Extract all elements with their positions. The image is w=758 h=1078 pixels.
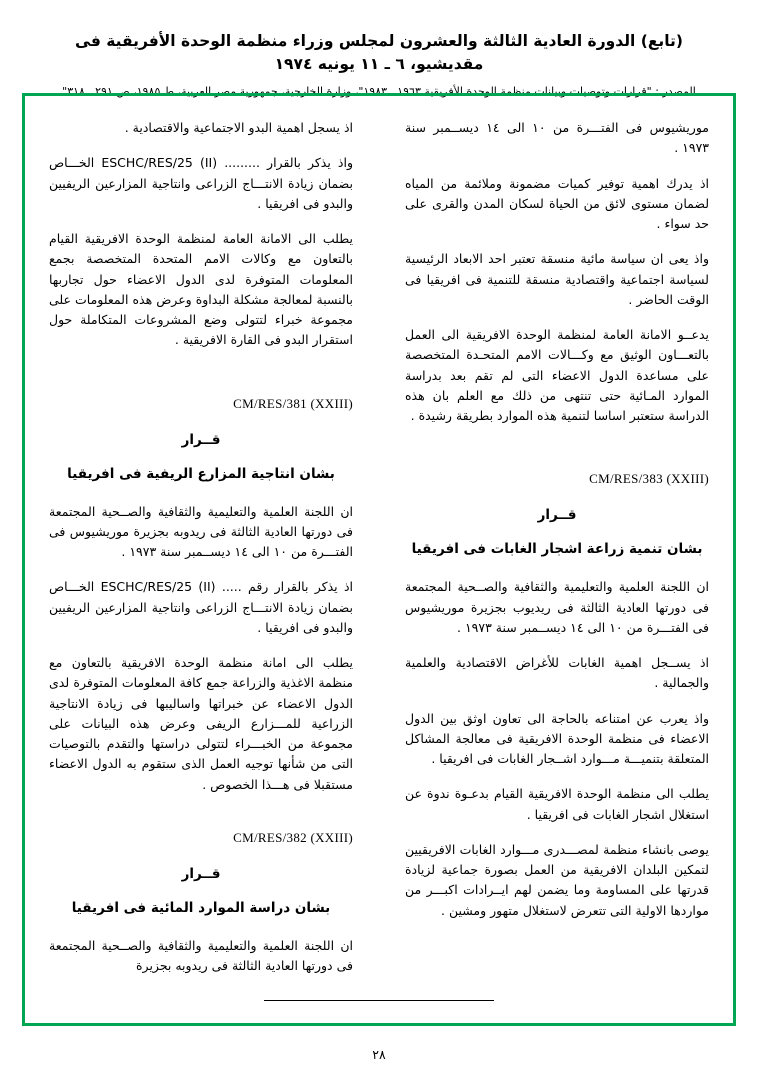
paragraph: اذ يسجل اهمية البدو الاجتماعية والاقتصادية . xyxy=(124,120,353,135)
paragraph: يوصى بانشاء منظمة لمصـــدرى مـــوارد الغابات الافريقيين لتمكين البلدان الافريقية من العمل بصورة جماعية لزيادة قدرتها على المساومة وما يضمن لهم ايــرادات اكبـــر من مواردها الاولية التى تتعرض لاستغلال متهور ومشين . xyxy=(405,841,709,918)
paragraph: يطلب الى منظمة الوحدة الافريقية القيام بدعـوة ندوة عن استغلال اشجار الغابات فى افريقيا . xyxy=(405,786,709,822)
source-note: المصدر : "قرارات وتوصيات وبيانات منظمة الوحدة الأفريقية ١٩٦٣ ـ ١٩٨٣"، وزارة الخارجية، جمهورية مصر العربية، ط ١٩٨٥، ص ٢٩١ ـ ٣١٨" xyxy=(62,84,696,98)
column-right xyxy=(379,118,709,1005)
paragraph: واذ يعى ان سياسة مائية منسقة تعتبر احد الابعاد الرئيسية لسياسة اجتماعية واقتصادية منسقة للتنمية فى افريقيا فى الوقت الحاضر . xyxy=(405,251,709,307)
resolution-title: بشان دراسة الموارد المائية فى افريقيا xyxy=(71,899,331,916)
resolution-number: CM/RES/383 (XXIII) xyxy=(589,471,709,487)
paragraph: يطلب الى الامانة العامة لمنظمة الوحدة الافريقية القيام بالتعاون مع وكالات الامم المتحدة المتخصصة بجمع المعلومات المتوفرة لدى الدول الاعضاء حول تجاربها بالنسبة لمعالجة مشكلة البداوة وعرض هذه المعلومات على مجموعة خبراء لتتولى وضع المشروعات المتكاملة حول استقرار البدو فى القارة الافريقية . xyxy=(49,231,353,348)
page-header xyxy=(0,0,758,100)
spacer xyxy=(49,810,353,830)
column-left xyxy=(49,118,379,1005)
paragraph: اذ يدرك اهمية توفير كميات مضمونة وملائمة من المياه لضمان مستوى لائق من الحياة لسكان المدن والقرى على حد سواء . xyxy=(405,175,709,231)
resolution-number: CM/RES/382 (XXIII) xyxy=(233,829,353,845)
paragraph: اذ يســجل اهمية الغابات للأغراض الاقتصادية والعلمية والجمالية . xyxy=(405,655,709,691)
resolution-heading: قــرار xyxy=(537,507,577,524)
resolution-title: بشان تنمية زراعة اشجار الغابات فى افريقيا xyxy=(411,541,703,558)
paragraph: واذ يعرب عن امتناعه بالحاجة الى تعاون اوثق بين الدول الاعضاء فى منظمة الوحدة الافريقية فى معالجة المشاكل المتعلقة بتنميـــة مـــوارد اشــجار الغابات فى افريقيا . xyxy=(405,710,709,766)
paragraph: واذ يذكر بالقرار ......... (II) ESCHC/RES/25 الخـــاص بضمان زيادة الانتـــاج الزراعى وانتاجية المزارعين الريفيين والبدو فى افريقيا . xyxy=(49,155,353,211)
paragraph: اذ يذكر بالقرار رقم ..... (II) ESCHC/RES/25 الخـــاص بضمان زيادة الانتـــاج الزراعى وانتاجية المزارعين الريفيين والبدو فى افريقيا . xyxy=(49,579,353,635)
two-column-body xyxy=(49,118,709,1005)
page-number: ٢٨ xyxy=(372,1047,386,1062)
paragraph: ان اللجنة العلمية والتعليمية والثقافية والصــحية المجتمعة فى دورتها العادية الثالثة فى ريديوب بجزيرة موريشيوس فى الفتـــرة من ١٠ الى ١٤ ديســمبر سنة ١٩٧٣ . xyxy=(405,579,709,635)
resolution-heading: قــرار xyxy=(181,431,221,448)
content-frame xyxy=(22,93,736,1026)
paragraph: يطلب الى امانة منظمة الوحدة الافريقية بالتعاون مع منظمة الاغذية والزراعة جمع كافة المعلومات المتوفرة لدى الدول الاعضاء عن خبراتها واساليبها فى زيادة الانتاجية الزراعية للمـــزارع الريفى وعرض هذه البيانات على مجموعة من الخبـــراء لتتولى دراستها والتقدم بالتوصيات التى من شأنها توجيه العمل الذى ستقوم به الدول الاعضاء مستقبلا فى هـــذا الخصوص . xyxy=(49,655,353,792)
spacer xyxy=(405,441,709,471)
resolution-heading: قــرار xyxy=(181,865,221,882)
spacer xyxy=(49,366,353,396)
resolution-title: بشان انتاجية المزارع الريفية فى افريقيا xyxy=(67,465,335,482)
paragraph: يدعــو الامانة العامة لمنظمة الوحدة الافريقية الى العمل بالتعـــاون الوثيق مع وكـــالات الامم المتحـدة المتخصصة على مساعدة الدول الاعضاء التى لم تقم بعد بدراسة الموارد المـائية حتى تنتهى من ذلك مع العلم بان هذه الدراسة ستعتبر اساسا لتنمية هذه الموارد بطريقة رشيدة . xyxy=(405,327,709,423)
resolution-number: CM/RES/381 (XXIII) xyxy=(233,395,353,411)
paragraph: ان اللجنة العلمية والتعليمية والثقافية والصــحية المجتمعة فى دورتها العادية الثالثة فى ريدوبه بجزيرة موريشيوس فى الفتـــرة من ١٠ الى ١٤ ديســمبر سنة ١٩٧٣ . xyxy=(49,503,353,559)
bottom-divider xyxy=(264,1000,494,1001)
paragraph: ان اللجنة العلمية والتعليمية والثقافية والصــحية المجتمعة فى دورتها العادية الثالثة فى ريدوبه بجزيرة xyxy=(49,937,353,973)
paragraph: موريشيوس فى الفتـــرة من ١٠ الى ١٤ ديســمبر سنة ١٩٧٣ . xyxy=(405,120,709,156)
page-title: (تابع) الدورة العادية الثالثة والعشرون لمجلس وزراء منظمة الوحدة الأفريقية فى مقديشيو، ٦ ـ ١١ يونيه ١٩٧٤ xyxy=(75,32,683,74)
